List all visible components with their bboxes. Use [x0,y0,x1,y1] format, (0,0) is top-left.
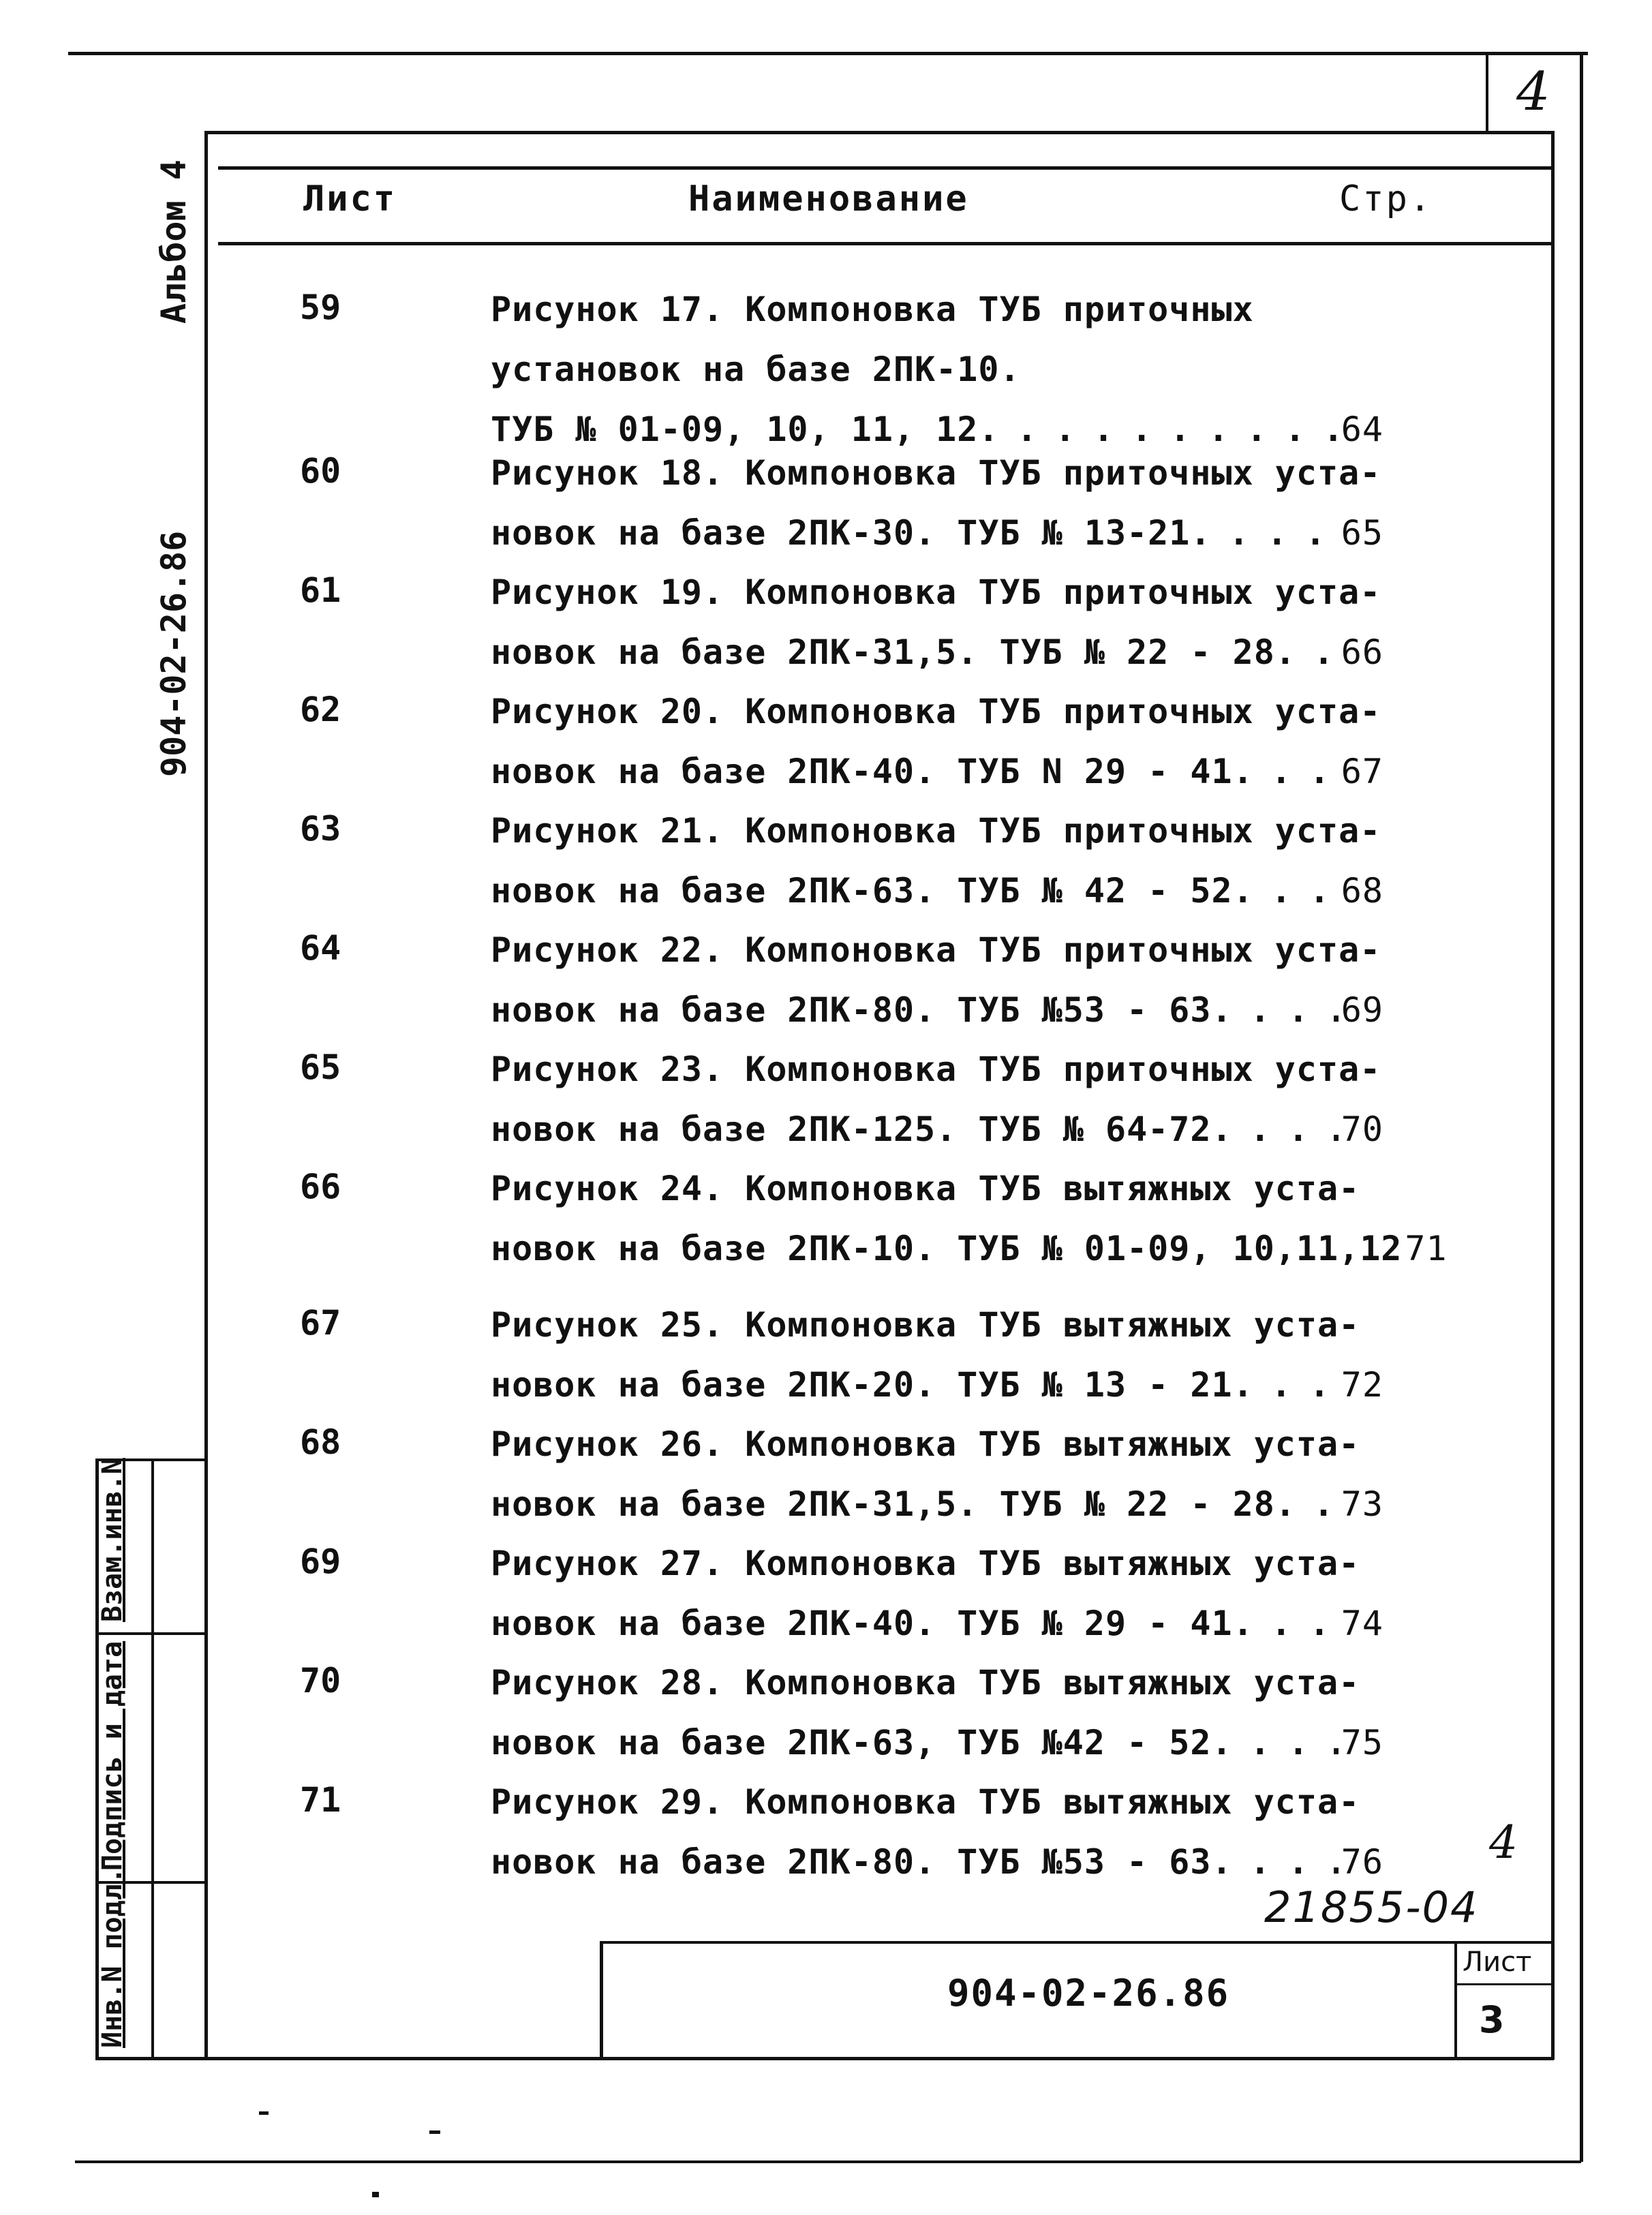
album-label: Альбом 4 [154,159,194,324]
stamp-sheet-label-line [1454,1983,1551,1985]
entry-page-number: 66 [1341,632,1383,672]
entry-line: новок на базе 2ПК-80. ТУБ №53 - 63 [491,1842,1212,1882]
dot-leader [1190,503,1338,563]
outer-top-border [68,52,1588,55]
entry-description [491,1772,1383,1892]
entry-page-number: 68 [1341,871,1383,911]
entry-page-number: 72 [1341,1365,1383,1405]
entry-description [491,682,1383,801]
entry-line: новок на базе 2ПК-31,5. ТУБ № 22 - 28 [491,632,1275,672]
entry-sheet-number: 65 [300,1048,341,1087]
entry-description [491,1159,1448,1279]
entry-line: Рисунок 21. Компоновка ТУБ приточных уста- [491,811,1381,851]
header-bottom-line [218,242,1551,245]
entry-page-number: 76 [1341,1842,1383,1882]
entry-page-number: 65 [1341,513,1383,553]
side-document-code: 904-02-26.86 [154,530,194,777]
entry-line: новок на базе 2ПК-10. ТУБ № 01-09, 10,11,12 [491,1229,1403,1268]
entry-page-number: 73 [1341,1484,1383,1524]
entry-description [491,1414,1383,1534]
stray-mark [372,2192,379,2197]
entry-line: Рисунок 27. Компоновка ТУБ вытяжных уста- [491,1544,1360,1583]
entry-description [491,801,1383,921]
entry-line: новок на базе 2ПК-63, ТУБ №42 - 52 [491,1723,1212,1762]
entry-sheet-number: 70 [300,1661,341,1700]
entry-description [491,1295,1383,1415]
entry-line: Рисунок 28. Компоновка ТУБ вытяжных уста- [491,1663,1360,1702]
entry-line: Рисунок 22. Компоновка ТУБ приточных уста- [491,930,1381,970]
entry-sheet-number: 68 [300,1422,341,1462]
entry-sheet-number: 69 [300,1542,341,1581]
entry-line: Рисунок 17. Компоновка ТУБ приточных [491,290,1254,329]
dot-leader [1212,1713,1339,1773]
entry-sheet-number: 59 [300,288,341,327]
entry-line: новок на базе 2ПК-63. ТУБ № 42 - 52 [491,871,1233,911]
entry-page-number: 67 [1341,752,1383,791]
stray-mark [429,2130,440,2134]
entry-line: Рисунок 29. Компоновка ТУБ вытяжных уста- [491,1782,1360,1822]
handwritten-number: 4 [1489,1816,1518,1869]
column-header-page: Стр. [1339,179,1433,219]
entry-line: новок на базе 2ПК-30. ТУБ № 13-21 [491,513,1191,553]
entry-sheet-number: 64 [300,928,341,968]
dot-leader [1212,1099,1339,1159]
entry-sheet-number: 71 [300,1780,341,1820]
frame-left-border [204,131,208,2060]
entry-description [491,920,1383,1040]
entry-line: Рисунок 18. Компоновка ТУБ приточных уста- [491,453,1381,493]
dot-leader [1212,980,1339,1040]
entry-page-number: 69 [1341,990,1383,1030]
entry-description [491,562,1383,682]
entry-sheet-number: 66 [300,1167,341,1206]
header-top-line [218,166,1551,170]
entry-line: Рисунок 25. Компоновка ТУБ вытяжных уста- [491,1305,1360,1345]
entry-description [491,1653,1383,1773]
binding-strip-div1 [95,1632,208,1635]
entry-sheet-number: 61 [300,570,341,610]
entry-sheet-number: 62 [300,690,341,729]
entry-line: Рисунок 19. Компоновка ТУБ приточных уста- [491,572,1381,612]
entry-page-number: 70 [1341,1110,1383,1149]
outer-right-border [1580,55,1583,2162]
stamp-sheet-number: 3 [1479,1998,1505,2041]
inv-no-label: Инв.N подл. [97,1867,128,2048]
dot-leader [1275,622,1339,682]
entry-line: Рисунок 23. Компоновка ТУБ приточных уста- [491,1050,1381,1089]
dot-leader [1275,1474,1339,1534]
entry-sheet-number: 67 [300,1303,341,1343]
corner-box-left-border [1486,55,1488,133]
entry-line: Рисунок 26. Компоновка ТУБ вытяжных уста- [491,1424,1360,1464]
entry-line: Рисунок 20. Компоновка ТУБ приточных уста- [491,692,1381,731]
entry-description [491,279,1383,459]
entry-line: ТУБ № 01-09, 10, 11, 12 [491,410,979,449]
column-header-sheet: Лист [303,179,397,219]
entry-page-number: 64 [1341,410,1383,449]
stray-mark [259,2111,269,2115]
entry-line: установок на базе 2ПК-10. [491,350,1021,389]
entry-line: новок на базе 2ПК-31,5. ТУБ № 22 - 28 [491,1484,1275,1524]
stamp-left-line [600,1941,603,2058]
binding-strip-right [151,1458,154,2058]
dot-leader [1233,742,1339,801]
column-header-name: Наименование [688,179,969,219]
handwritten-code: 21855-04 [1264,1882,1479,1932]
entry-description [491,1039,1383,1159]
entry-description [491,443,1383,563]
entry-page-number: 75 [1341,1723,1383,1762]
dot-leader [1233,1355,1339,1415]
frame-right-border [1551,131,1555,2060]
dot-leader [1233,1593,1339,1653]
corner-page-number: 4 [1516,61,1550,123]
frame-bottom-border [95,2057,1554,2060]
entry-description [491,1533,1383,1653]
entry-page-number: 71 [1405,1229,1448,1268]
entry-line: новок на базе 2ПК-20. ТУБ № 13 - 21 [491,1365,1233,1405]
stamp-document-code: 904-02-26.86 [947,1972,1230,2015]
entry-sheet-number: 60 [300,451,341,491]
stamp-sheet-divider [1454,1941,1457,2058]
entry-line: новок на базе 2ПК-40. ТУБ № 29 - 41 [491,1604,1233,1643]
dot-leader [1233,861,1339,921]
replace-inv-label: Взам.инв.N [97,1458,128,1622]
entry-line: новок на базе 2ПК-80. ТУБ №53 - 63 [491,990,1212,1030]
frame-top-border [204,131,1554,134]
entry-line: новок на базе 2ПК-125. ТУБ № 64-72 [491,1110,1212,1149]
entry-sheet-number: 63 [300,809,341,849]
stamp-sheet-label: Лист [1463,1946,1532,1978]
outer-bottom-border [75,2160,1581,2163]
entry-line: Рисунок 24. Компоновка ТУБ вытяжных уста- [491,1169,1360,1208]
entry-line: новок на базе 2ПК-40. ТУБ N 29 - 41 [491,752,1233,791]
stamp-top-line [600,1941,1551,1944]
sign-date-label: Подпись и дата [97,1640,128,1871]
entry-page-number: 74 [1341,1604,1383,1643]
